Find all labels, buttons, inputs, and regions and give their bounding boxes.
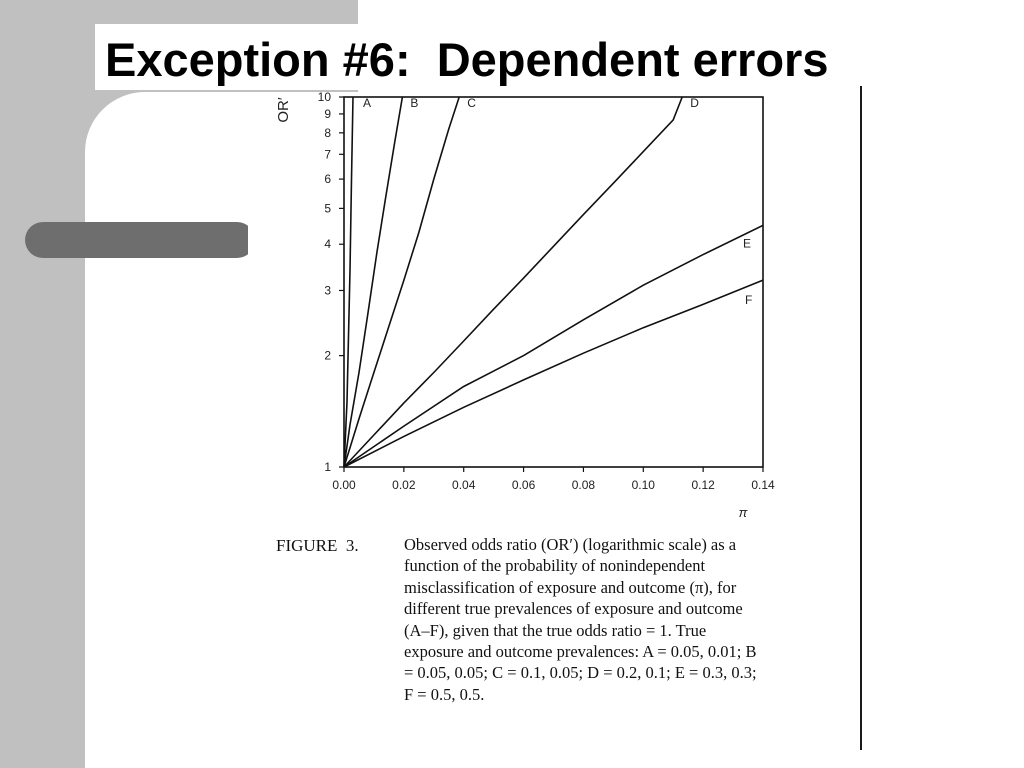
series-label-c: C	[467, 96, 476, 110]
x-tick-label: 0.10	[631, 478, 655, 492]
y-tick-label: 9	[324, 106, 331, 121]
x-tick-label: 0.12	[691, 478, 715, 492]
series-label-a: A	[362, 96, 371, 110]
series-line-d	[344, 97, 682, 467]
y-tick-label: 4	[324, 237, 331, 252]
y-tick-label: 5	[324, 201, 331, 216]
y-tick-label: 3	[324, 283, 331, 298]
x-tick-label: 0.02	[392, 478, 416, 492]
y-axis-label: OR′	[275, 97, 292, 123]
y-tick-label: 8	[324, 125, 331, 140]
slide-title: Exception #6: Dependent errors	[105, 33, 829, 86]
y-tick-label: 1	[324, 460, 331, 474]
plot-frame	[344, 97, 763, 467]
series-label-f: F	[745, 293, 753, 308]
odds-ratio-chart	[260, 85, 800, 520]
y-tick-label: 6	[324, 172, 331, 187]
x-tick-label: 0.00	[332, 478, 356, 492]
x-tick-label: 0.06	[511, 478, 536, 492]
vertical-rule	[860, 86, 862, 750]
y-tick-label: 10	[317, 90, 331, 104]
x-axis-label: π	[738, 505, 748, 520]
series-line-c	[344, 97, 459, 467]
decorative-bar	[25, 222, 255, 258]
series-label-d: D	[690, 96, 699, 110]
y-tick-label: 7	[324, 147, 331, 162]
series-label-b: B	[410, 96, 419, 110]
series-label-e: E	[743, 236, 752, 251]
x-tick-label: 0.08	[571, 478, 596, 492]
x-tick-label: 0.14	[751, 478, 775, 492]
figure-caption: Observed odds ratio (OR′) (logarithmic scale) as a function of the probability of nonindependent misclassification of exposure and outcome (π), for different true prevalences of exposure and outcome (A–F), given that the true odds ratio = 1. True exposure and outcome prevalences: A = 0.05, 0.01; B = 0.05, 0.05; C = 0.1, 0.05; D = 0.2, 0.1; E = 0.3, 0.3; F = 0.5, 0.5.	[404, 535, 757, 704]
figure-label: FIGURE 3.	[276, 536, 359, 555]
y-tick-label: 2	[324, 348, 331, 363]
x-tick-label: 0.04	[452, 478, 476, 492]
